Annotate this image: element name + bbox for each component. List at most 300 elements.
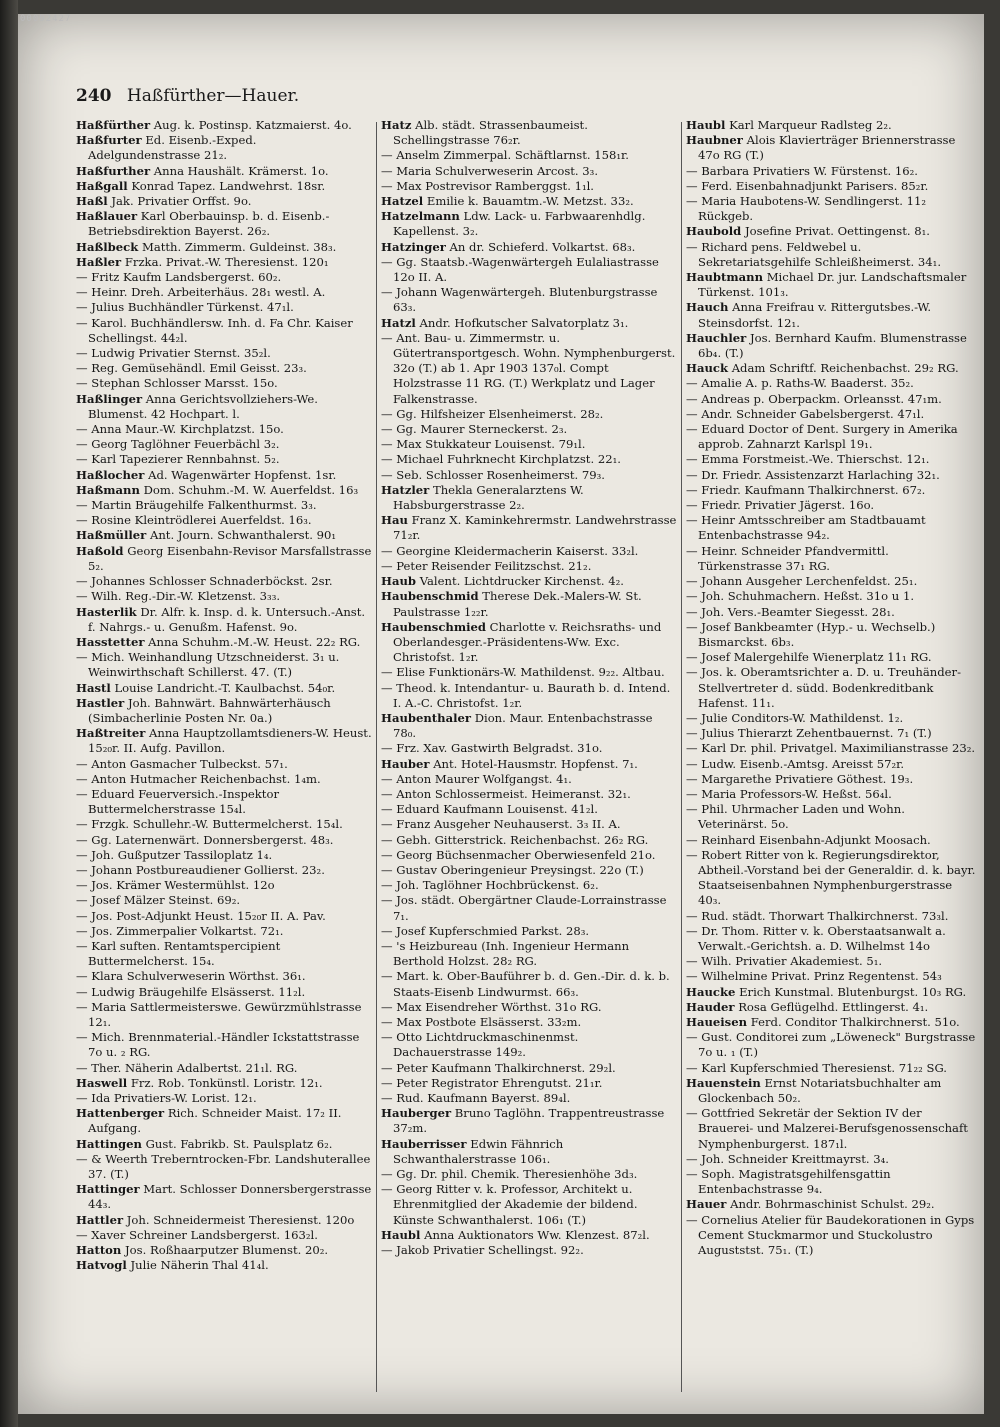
entry-details: — Karl Dr. phil. Privatgel. Maximilianstrasse 23₂. xyxy=(686,741,976,756)
entry-surname: Haucke xyxy=(686,984,736,999)
entry-details: — Karl Kupferschmied Theresienst. 71₂₂ SG. xyxy=(686,1060,947,1075)
entry-details: — Franz Ausgeher Neuhauserst. 3₃ II. A. xyxy=(381,817,621,832)
entry-surname: Hauberger xyxy=(381,1106,452,1121)
entry-details: — Johann Ausgeher Lerchenfeldst. 25₁. xyxy=(686,574,918,589)
directory-entry xyxy=(686,909,976,924)
directory-entry xyxy=(381,164,677,179)
directory-entry xyxy=(381,833,677,848)
directory-entry xyxy=(686,513,976,543)
directory-entry xyxy=(686,1061,976,1076)
entry-details: — Ther. Näherin Adalbertst. 21₁l. RG. xyxy=(76,1060,298,1075)
entry-details: — Friedr. Privatier Jägerst. 16o. xyxy=(686,498,875,513)
entry-details: Thekla Generalarztens W. Habsburgerstrasse 2₂. xyxy=(393,482,584,513)
directory-entry xyxy=(76,270,372,285)
directory-entry xyxy=(76,1030,372,1060)
entry-details: — Fritz Kaufm Landsbergerst. 60₂. xyxy=(76,270,282,285)
entry-details: — Gg. Laternenwärt. Donnersbergerst. 48₃. xyxy=(76,832,334,847)
entry-details: — Julie Conditors-W. Mathildenst. 1₂. xyxy=(686,710,904,725)
entry-details: Ant. Hotel-Hausmstr. Hopfenst. 7₁. xyxy=(433,756,638,771)
entry-details: — Josef Mälzer Steinst. 69₂. xyxy=(76,893,241,908)
directory-entry xyxy=(381,1137,677,1167)
entry-details: — Georg Büchsenmacher Oberwiesenfeld 21o. xyxy=(381,847,656,862)
entry-details: — Ida Privatiers-W. Lorist. 12₁. xyxy=(76,1091,257,1105)
entry-details: — Max Postbote Elsässerst. 33₂m. xyxy=(381,1014,582,1029)
directory-entry xyxy=(381,118,677,148)
directory-entry xyxy=(76,924,372,939)
entry-details: Erich Kunstmal. Blutenburgst. 10₃ RG. xyxy=(739,984,967,999)
directory-entry xyxy=(381,544,677,559)
entry-details: — Ant. Bau- u. Zimmermstr. u. Gütertransportgesch. Wohn. Nymphenburgerst. 32o (T.) ab 1. Apr 1903 137₀l. Compt Holzstrasse 11 RG. (T.) Werkplatz und Lager Falkenstrasse. xyxy=(381,330,676,406)
directory-entry xyxy=(76,1061,372,1076)
entry-details: — Maria Haubotens-W. Sendlingerst. 11₂ Rückgeb. xyxy=(686,194,927,224)
entry-surname: Haubold xyxy=(686,224,742,239)
directory-entry xyxy=(381,757,677,772)
directory-entry xyxy=(381,209,677,239)
entry-details: — Gustav Oberingenieur Preysingst. 22o (T.) xyxy=(381,862,644,877)
directory-entry xyxy=(381,468,677,483)
entry-surname: Haubenschmid xyxy=(381,589,479,604)
directory-entry xyxy=(381,817,677,832)
column-3 xyxy=(686,118,976,1408)
entry-details: — Elise Funktionärs-W. Mathildenst. 9₂₂. Altbau. xyxy=(381,665,665,680)
entry-details: — Frzgk. Schullehr.-W. Buttermelcherst. 15₄l. xyxy=(76,817,343,832)
directory-entry xyxy=(381,924,677,939)
entry-details: Aug. k. Postinsp. Katzmaierst. 4o. xyxy=(153,118,352,132)
entry-surname: Hauer xyxy=(686,1197,727,1212)
entry-details: — Seb. Schlosser Rosenheimerst. 79₃. xyxy=(381,467,605,482)
entry-surname: Hattingen xyxy=(76,1136,142,1151)
directory-entry xyxy=(686,802,976,832)
directory-entry xyxy=(686,711,976,726)
directory-entry xyxy=(76,696,372,726)
directory-columns xyxy=(76,118,976,1408)
page-title: Haßfürther—Hauer. xyxy=(126,86,300,106)
entry-surname: Haßfürther xyxy=(76,118,151,132)
directory-entry xyxy=(76,1091,372,1106)
entry-details: Charlotte v. Reichsraths- und Oberlandesger.-Präsidentens-Ww. Exc. Christofst. 1₂r. xyxy=(393,619,662,665)
entry-details: Gust. Fabrikb. St. Paulsplatz 6₂. xyxy=(145,1136,333,1151)
entry-details: — Heinr. Schneider Pfandvermittl. Türkenstrasse 37₁ RG. xyxy=(686,543,889,573)
directory-entry xyxy=(381,285,677,315)
entry-details: — Ludwig Privatier Sternst. 35₂l. xyxy=(76,346,271,361)
directory-entry xyxy=(76,726,372,756)
directory-entry xyxy=(381,1106,677,1136)
entry-details: — Joh. Schuhmachern. Heßst. 31o u 1. xyxy=(686,589,915,604)
directory-entry xyxy=(686,772,976,787)
entry-details: Joh. Bahnwärt. Bahnwärterhäusch (Simbacherlinie Posten Nr. 0a.) xyxy=(88,695,331,725)
entry-details: Matth. Zimmerm. Guldeinst. 38₃. xyxy=(141,239,337,254)
book-binding xyxy=(0,0,18,1427)
entry-details: Franz X. Kaminkehrermstr. Landwehrstrasse 71₂r. xyxy=(393,513,677,543)
entry-details: — Max Stukkateur Louisenst. 79₁l. xyxy=(381,437,586,452)
entry-surname: Hattenberger xyxy=(76,1106,165,1121)
entry-details: — Joh. Schneider Kreittmayrst. 3₄. xyxy=(686,1151,889,1166)
entry-details: — Margarethe Privatiere Göthest. 19₃. xyxy=(686,771,914,786)
entry-surname: Hatzelmann xyxy=(381,209,460,224)
directory-entry xyxy=(381,878,677,893)
entry-details: An dr. Schieferd. Volkartst. 68₃. xyxy=(449,239,636,254)
directory-entry xyxy=(686,574,976,589)
directory-entry xyxy=(381,574,677,589)
directory-entry xyxy=(686,1106,976,1152)
entry-surname: Hauder xyxy=(686,999,735,1014)
entry-details: — Theod. k. Intendantur- u. Baurath b. d. Intend. I. A.-C. Christofst. 1₂r. xyxy=(381,680,671,710)
entry-surname: Haßl xyxy=(76,194,108,209)
directory-entry xyxy=(686,133,976,163)
entry-details: Andr. Bohrmaschinist Schulst. 29₂. xyxy=(730,1197,935,1212)
directory-entry xyxy=(76,544,372,574)
entry-details: Ernst Notariatsbuchhalter am Glockenbach 50₂. xyxy=(698,1075,942,1105)
column-divider xyxy=(376,122,377,1392)
directory-entry xyxy=(76,1152,372,1182)
entry-details: — Andr. Schneider Gabelsbergerst. 47₁l. xyxy=(686,406,925,421)
directory-entry xyxy=(76,681,372,696)
entry-details: Jos. Bernhard Kaufm. Blumenstrasse 6b₄. (T.) xyxy=(698,330,967,361)
directory-entry xyxy=(76,300,372,315)
entry-details: Konrad Tapez. Landwehrst. 18sr. xyxy=(131,178,326,193)
directory-entry xyxy=(686,985,976,1000)
entry-details: — Anton Gasmacher Tulbeckst. 57₁. xyxy=(76,756,288,771)
entry-details: — Gust. Conditorei zum „Löweneck" Burgstrasse 7o u. ₁ (T.) xyxy=(686,1030,976,1060)
entry-details: Michael Dr. jur. Landschaftsmaler Türkenst. 101₃. xyxy=(698,270,967,300)
entry-details: — Reinhard Eisenbahn-Adjunkt Moosach. xyxy=(686,832,931,847)
entry-details: — Heinr. Dreh. Arbeiterhäus. 28₁ westl. A. xyxy=(76,285,326,300)
directory-entry xyxy=(381,1167,677,1182)
entry-details: Ant. Journ. Schwanthalerst. 90₁ xyxy=(149,528,337,543)
entry-surname: Haßler xyxy=(76,254,122,269)
entry-surname: Hauck xyxy=(686,361,728,376)
directory-entry xyxy=(76,179,372,194)
entry-details: — Friedr. Kaufmann Thalkirchnerst. 67₂. xyxy=(686,482,926,497)
directory-entry xyxy=(76,1076,372,1091)
entry-details: — Rud. städt. Thorwart Thalkirchnerst. 73₃l. xyxy=(686,908,949,923)
directory-entry xyxy=(381,787,677,802)
entry-surname: Hauchler xyxy=(686,330,747,345)
entry-details: — Gottfried Sekretär der Sektion IV der Brauerei- und Malzerei-Berufsgenossenschaft Nymphenburgerst. 187₁l. xyxy=(686,1106,968,1151)
directory-entry xyxy=(686,650,976,665)
directory-entry xyxy=(381,620,677,666)
directory-entry xyxy=(76,909,372,924)
directory-entry xyxy=(686,741,976,756)
entry-details: — Xaver Schreiner Landsbergerst. 163₂l. xyxy=(76,1227,318,1242)
entry-details: Valent. Lichtdrucker Kirchenst. 4₂. xyxy=(419,574,624,589)
entry-details: — Gg. Dr. phil. Chemik. Theresienhöhe 3d₃. xyxy=(381,1167,638,1182)
directory-entry xyxy=(686,422,976,452)
entry-details: — Maria Schulverweserin Arcost. 3₃. xyxy=(381,163,599,178)
entry-details: — Peter Kaufmann Thalkirchnerst. 29₂l. xyxy=(381,1060,616,1075)
entry-surname: Hatzel xyxy=(381,194,424,209)
entry-details: — Wilhelmine Privat. Prinz Regentenst. 54₃ xyxy=(686,969,942,984)
entry-surname: Haubtmann xyxy=(686,270,763,285)
entry-details: Adam Schriftf. Reichenbachst. 29₂ RG. xyxy=(731,361,959,376)
entry-details: — Anton Schlossermeist. Heimeranst. 32₁. xyxy=(381,786,631,801)
directory-entry xyxy=(76,605,372,635)
entry-surname: Haswell xyxy=(76,1075,128,1090)
entry-details: — Rud. Kaufmann Bayerst. 89₄l. xyxy=(381,1091,571,1105)
directory-entry xyxy=(381,893,677,923)
directory-entry xyxy=(381,848,677,863)
directory-entry xyxy=(381,969,677,999)
directory-entry xyxy=(76,468,372,483)
directory-entry xyxy=(76,316,372,346)
directory-entry xyxy=(76,164,372,179)
directory-entry xyxy=(76,209,372,239)
entry-details: Mart. Schlosser Donnersbergerstrasse 44₃. xyxy=(88,1182,372,1212)
page-number: 240 xyxy=(76,86,112,106)
directory-entry xyxy=(686,407,976,422)
entry-surname: Hasterlik xyxy=(76,604,137,619)
entry-details: — Ferd. Eisenbahnadjunkt Parisers. 85₂r. xyxy=(686,178,929,193)
entry-details: — Karl suften. Rentamtspercipient Buttermelcherst. 15₄. xyxy=(76,938,281,969)
entry-surname: Haubl xyxy=(381,1227,421,1242)
directory-entry xyxy=(686,665,976,711)
entry-details: — Maria Professors-W. Heßst. 56₄l. xyxy=(686,786,892,801)
directory-entry xyxy=(76,1243,372,1258)
directory-entry xyxy=(76,452,372,467)
directory-entry xyxy=(76,346,372,361)
entry-details: — Dr. Friedr. Assistenzarzt Harlaching 32₁. xyxy=(686,467,940,482)
directory-entry xyxy=(381,589,677,619)
entry-details: — Eduard Doctor of Dent. Surgery in Amerika approb. Zahnarzt Karlspl 19₁. xyxy=(686,422,958,452)
directory-entry xyxy=(686,1000,976,1015)
entry-details: — Johann Wagenwärtergeh. Blutenburgstrasse 63₃. xyxy=(381,285,658,315)
directory-entry xyxy=(76,513,372,528)
directory-entry xyxy=(76,1213,372,1228)
entry-details: — Barbara Privatiers W. Fürstenst. 16₂. xyxy=(686,163,918,178)
entry-details: Bruno Taglöhn. Trappentreustrasse 37₂m. xyxy=(393,1106,665,1136)
directory-entry xyxy=(76,483,372,498)
directory-entry xyxy=(686,1213,976,1259)
entry-details: — Georgine Kleidermacherin Kaiserst. 33₂l. xyxy=(381,543,639,558)
entry-details: — Emma Forstmeist.-We. Thierschst. 12₁. xyxy=(686,452,930,467)
directory-entry xyxy=(76,422,372,437)
scan-id: 00092427 xyxy=(20,14,72,24)
directory-entry xyxy=(381,422,677,437)
directory-entry xyxy=(686,300,976,330)
entry-details: — Gg. Maurer Sterneckerst. 2₃. xyxy=(381,422,568,437)
entry-details: — Richard pens. Feldwebel u. Sekretariatsgehilfe Schleißheimerst. 34₁. xyxy=(686,239,941,269)
entry-surname: Hatzler xyxy=(381,482,430,497)
directory-entry xyxy=(76,437,372,452)
entry-details: — Anselm Zimmerpal. Schäftlarnst. 158₁r. xyxy=(381,148,629,163)
column-divider xyxy=(681,122,682,1392)
entry-details: — Wilh. Privatier Akademiest. 5₁. xyxy=(686,954,883,969)
directory-entry xyxy=(686,924,976,954)
entry-details: — Ludw. Eisenb.-Amtsg. Areisst 57₂r. xyxy=(686,756,905,771)
entry-surname: Hattler xyxy=(76,1212,124,1227)
directory-entry xyxy=(686,468,976,483)
entry-details: — Phil. Uhrmacher Laden und Wohn. Veterinärst. 5o. xyxy=(686,802,905,832)
entry-details: — Gg. Staatsb.-Wagenwärtergeh Eulaliastrasse 12o II. A. xyxy=(381,254,659,285)
entry-details: — Jos. Krämer Westermühlst. 12o xyxy=(76,878,275,893)
entry-details: — Julius Buchhändler Türkenst. 47₁l. xyxy=(76,300,294,315)
entry-surname: Haßold xyxy=(76,543,124,558)
entry-details: — Jakob Privatier Schellingst. 92₂. xyxy=(381,1243,584,1258)
directory-entry xyxy=(686,589,976,604)
directory-entry xyxy=(76,574,372,589)
directory-entry xyxy=(76,969,372,984)
directory-entry xyxy=(381,1000,677,1015)
directory-entry xyxy=(381,665,677,680)
directory-entry xyxy=(76,376,372,391)
directory-entry xyxy=(686,1152,976,1167)
entry-details: — Mich. Brennmaterial.-Händler Ickstattstrasse 7o u. ₂ RG. xyxy=(76,1030,360,1060)
column-1 xyxy=(76,118,372,1408)
entry-details: — Ludwig Bräugehilfe Elsässerst. 11₂l. xyxy=(76,984,306,999)
entry-details: — Anton Hutmacher Reichenbachst. 1₄m. xyxy=(76,771,321,786)
entry-details: Anna Freifrau v. Rittergutsbes.-W. Steinsdorfst. 12₁. xyxy=(698,300,932,330)
directory-entry xyxy=(686,240,976,270)
entry-surname: Hatton xyxy=(76,1243,122,1258)
entry-surname: Haßlauer xyxy=(76,209,138,224)
directory-entry xyxy=(686,605,976,620)
entry-details: — Josef Kupferschmied Parkst. 28₃. xyxy=(381,923,590,938)
entry-details: Emilie k. Bauamtm.-W. Metzst. 33₂. xyxy=(426,194,634,209)
directory-page xyxy=(18,14,984,1414)
entry-details: Louise Landricht.-T. Kaulbachst. 54₀r. xyxy=(114,680,336,695)
entry-surname: Haßlinger xyxy=(76,391,143,406)
entry-details: — Karol. Buchhändlersw. Inh. d. Fa Chr. Kaiser Schellingst. 44₂l. xyxy=(76,315,353,345)
entry-details: Ferd. Conditor Thalkirchnerst. 51o. xyxy=(750,1014,960,1029)
directory-entry xyxy=(381,681,677,711)
directory-entry xyxy=(76,1182,372,1212)
entry-details: — Dr. Thom. Ritter v. k. Oberstaatsanwalt a. Verwalt.-Gerichtsh. a. D. Wilhelmst 14o xyxy=(686,923,946,953)
entry-details: Joh. Schneidermeist Theresienst. 120o xyxy=(126,1212,355,1227)
entry-surname: Hatzinger xyxy=(381,239,446,254)
entry-details: Ad. Wagenwärter Hopfenst. 1sr. xyxy=(148,467,337,482)
entry-details: — Jos. Zimmerpalier Volkartst. 72₁. xyxy=(76,923,284,938)
directory-entry xyxy=(76,863,372,878)
entry-details: — Peter Registrator Ehrengutst. 21₁r. xyxy=(381,1075,603,1090)
directory-entry xyxy=(381,863,677,878)
directory-entry xyxy=(76,1228,372,1243)
entry-surname: Hauberrisser xyxy=(381,1136,467,1151)
entry-surname: Haßfurter xyxy=(76,133,142,148)
directory-entry xyxy=(686,331,976,361)
directory-entry xyxy=(381,194,677,209)
entry-details: — Reg. Gemüsehändl. Emil Geisst. 23₃. xyxy=(76,361,307,376)
directory-entry xyxy=(76,787,372,817)
entry-details: — Michael Fuhrknecht Kirchplatzst. 22₁. xyxy=(381,452,621,467)
directory-entry xyxy=(686,954,976,969)
directory-entry xyxy=(76,1258,372,1273)
directory-entry xyxy=(686,848,976,909)
entry-details: — Anton Maurer Wolfgangst. 4₁. xyxy=(381,771,572,786)
entry-details: Jos. Roßhaarputzer Blumenst. 20₂. xyxy=(125,1243,329,1258)
directory-entry xyxy=(76,650,372,680)
directory-entry xyxy=(381,179,677,194)
entry-details: — Eduard Kaufmann Louisenst. 41₂l. xyxy=(381,802,598,817)
directory-entry xyxy=(76,285,372,300)
directory-entry xyxy=(381,1243,677,1258)
directory-entry xyxy=(76,817,372,832)
entry-details: Frzka. Privat.-W. Theresienst. 120₁ xyxy=(124,254,329,269)
entry-details: Alb. städt. Strassenbaumeist. Schellingstrasse 76₂r. xyxy=(393,118,588,148)
directory-entry xyxy=(381,240,677,255)
directory-entry xyxy=(686,224,976,239)
directory-entry xyxy=(381,939,677,969)
directory-entry xyxy=(76,361,372,376)
directory-entry xyxy=(686,1167,976,1197)
entry-surname: Hauenstein xyxy=(686,1075,761,1090)
entry-surname: Haueisen xyxy=(686,1014,748,1029)
entry-surname: Hasstetter xyxy=(76,634,145,649)
entry-details: Dion. Maur. Entenbachstrasse 78₀. xyxy=(393,710,653,741)
entry-surname: Hau xyxy=(381,513,408,528)
directory-entry xyxy=(381,407,677,422)
entry-details: Frz. Rob. Tonkünstl. Loristr. 12₁. xyxy=(130,1075,323,1090)
entry-surname: Haßmüller xyxy=(76,528,147,543)
directory-entry xyxy=(381,316,677,331)
directory-entry xyxy=(76,1137,372,1152)
entry-details: Jak. Privatier Orffst. 9o. xyxy=(111,194,252,209)
directory-entry xyxy=(76,985,372,1000)
entry-details: — Gebh. Gitterstrick. Reichenbachst. 26₂ RG. xyxy=(381,832,649,847)
directory-entry xyxy=(381,1061,677,1076)
entry-details: Rich. Schneider Maist. 17₂ II. Aufgang. xyxy=(88,1106,342,1136)
directory-entry xyxy=(686,498,976,513)
entry-details: — Frz. Xav. Gastwirth Belgradst. 31o. xyxy=(381,741,603,756)
directory-entry xyxy=(686,544,976,574)
directory-entry xyxy=(381,1182,677,1228)
entry-surname: Haubenschmied xyxy=(381,619,486,634)
entry-surname: Haubl xyxy=(686,118,726,132)
directory-entry xyxy=(76,240,372,255)
entry-details: — Jos. k. Oberamtsrichter a. D. u. Treuhänder-Stellvertreter d. südd. Bodenkreditbank Hafenst. 11₁. xyxy=(686,665,961,710)
entry-surname: Hatz xyxy=(381,118,412,132)
directory-entry xyxy=(76,848,372,863)
directory-entry xyxy=(686,376,976,391)
entry-details: Rosa Geflügelhd. Ettlingerst. 4₁. xyxy=(738,999,929,1014)
entry-details: — & Weerth Treberntrocken-Fbr. Landshuterallee 37. (T.) xyxy=(76,1151,371,1182)
directory-entry xyxy=(381,483,677,513)
entry-details: — Karl Tapezierer Rennbahnst. 5₂. xyxy=(76,452,280,467)
directory-entry xyxy=(76,772,372,787)
entry-details: — Andreas p. Oberpackm. Orleansst. 47₁m. xyxy=(686,391,942,406)
directory-entry xyxy=(76,893,372,908)
directory-entry xyxy=(76,1106,372,1136)
directory-entry xyxy=(381,1091,677,1106)
entry-details: Karl Marqueur Radlsteg 2₂. xyxy=(729,118,892,132)
entry-details: Anna Hauptzollamtsdieners-W. Heust. 15₂₀r. II. Aufg. Pavillon. xyxy=(88,726,372,756)
directory-entry xyxy=(686,757,976,772)
directory-entry xyxy=(381,1076,677,1091)
directory-entry xyxy=(381,1228,677,1243)
entry-surname: Hastl xyxy=(76,680,111,695)
entry-surname: Haubner xyxy=(686,133,743,148)
entry-details: — Julius Thierarzt Zehentbauernst. 7₁ (T.) xyxy=(686,726,932,741)
directory-entry xyxy=(686,1015,976,1030)
entry-details: — Mart. k. Ober-Bauführer b. d. Gen.-Dir. d. k. b. Staats-Eisenb Lindwurmst. 66₃. xyxy=(381,969,670,999)
entry-details: — Mich. Weinhandlung Utzschneiderst. 3₁ u. Weinwirthschaft Schillerst. 47. (T.) xyxy=(76,650,340,680)
directory-entry xyxy=(381,255,677,285)
directory-entry xyxy=(381,772,677,787)
directory-entry xyxy=(686,969,976,984)
entry-surname: Hattinger xyxy=(76,1182,140,1197)
entry-details: Therese Dek.-Malers-W. St. Paulstrasse 1₂₂r. xyxy=(393,589,642,619)
directory-entry xyxy=(76,833,372,848)
entry-surname: Hastler xyxy=(76,695,125,710)
entry-surname: Hauch xyxy=(686,300,729,315)
entry-details: — Peter Reisender Feilitzschst. 21₂. xyxy=(381,558,592,573)
entry-details: Ed. Eisenb.-Exped. Adelgundenstrasse 21₂. xyxy=(88,133,257,163)
entry-surname: Haßfurther xyxy=(76,163,151,178)
entry-details: — Robert Ritter von k. Regierungsdirektor, Abtheil.-Vorstand bei der Generaldir. d. k. bayr. Staatseisenbahnen Nymphenburgerstrasse 40₃. xyxy=(686,847,976,908)
entry-details: Anna Schuhm.-M.-W. Heust. 22₂ RG. xyxy=(148,634,361,649)
directory-entry xyxy=(76,392,372,422)
directory-entry xyxy=(686,164,976,179)
entry-surname: Haubenthaler xyxy=(381,710,471,725)
